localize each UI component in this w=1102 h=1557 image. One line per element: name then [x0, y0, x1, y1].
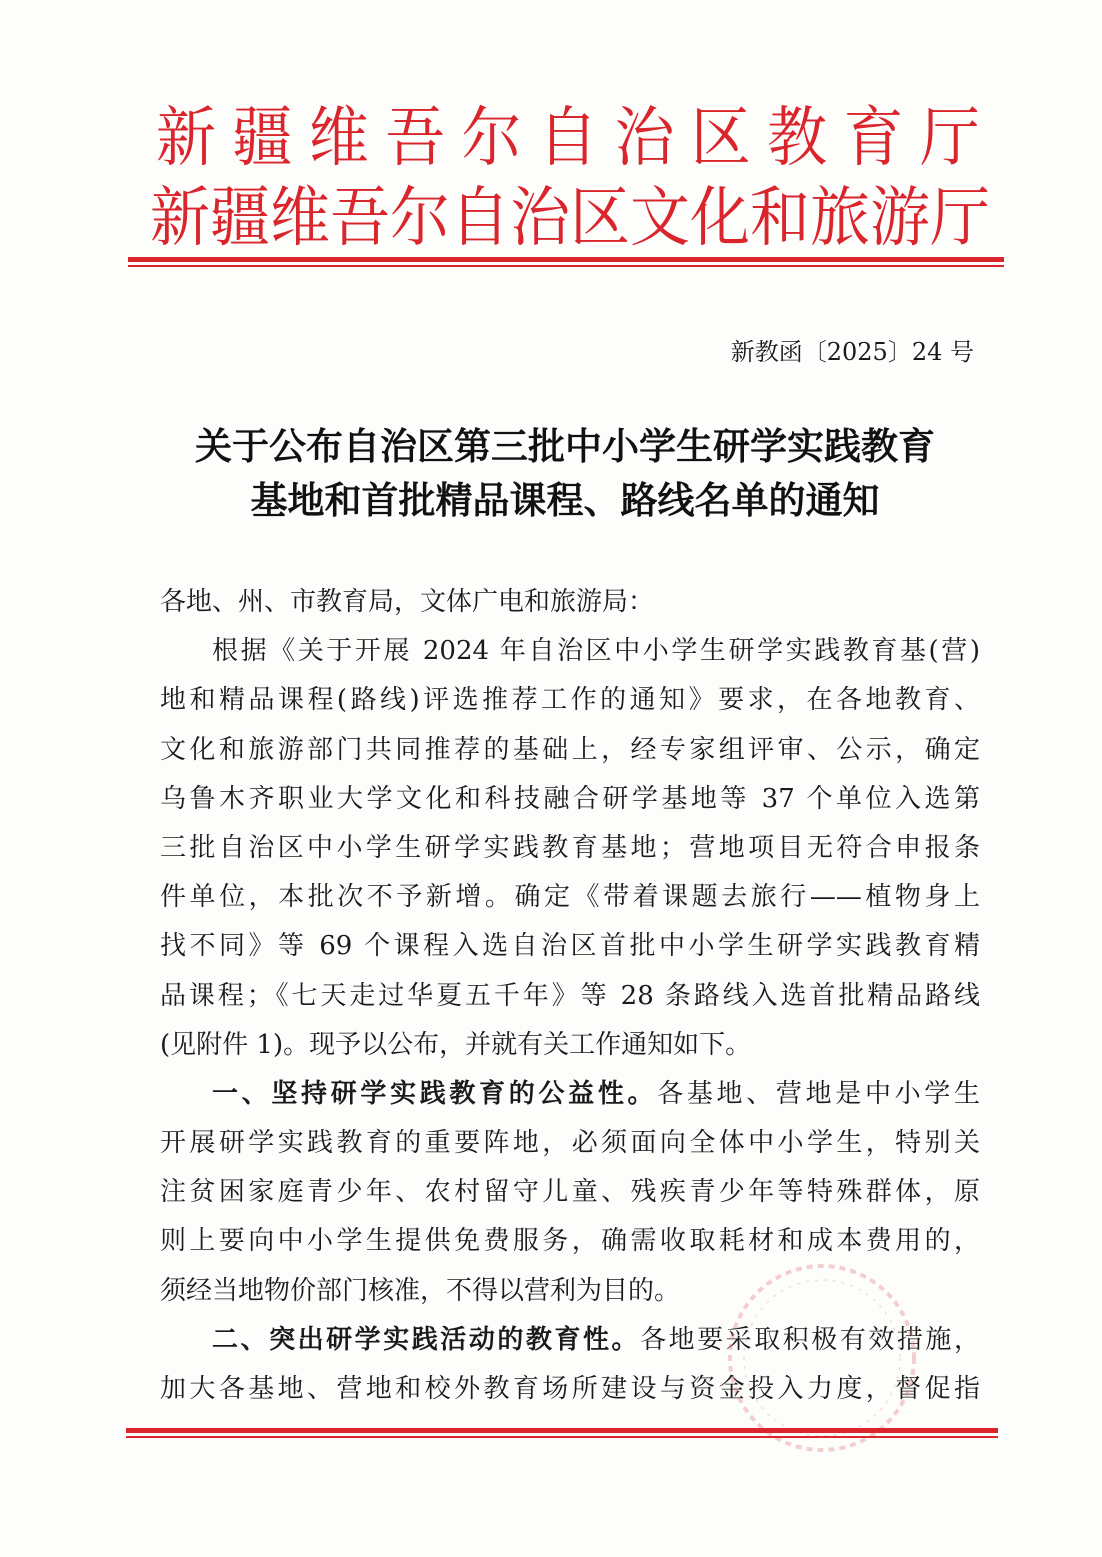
letterhead-char: 区: [690, 100, 751, 176]
divider-thick-line: [128, 257, 1004, 262]
section2-first-line-text: 各地要采取积极有效措施，: [640, 1324, 980, 1355]
document-title: [140, 420, 990, 528]
letterhead-char: 治: [510, 180, 570, 256]
letterhead-char: 疆: [210, 180, 270, 256]
document-body: [160, 578, 980, 1414]
section2-first-line: [160, 1316, 980, 1365]
paragraph1-line: 三批自治区中小学生研学实践教育基地；营地项目无符合申报条: [160, 832, 980, 863]
section2-line: 加大各基地、营地和校外教育场所建设与资金投入力度，督促指: [160, 1374, 980, 1404]
paragraph1-line: 件单位，本批次不予新增。确定《带着课题去旅行——植物身上: [160, 882, 980, 913]
divider-thin-line: [128, 265, 1004, 267]
letterhead-char: 吾: [330, 180, 390, 256]
letterhead-char: 尔: [461, 100, 522, 176]
letterhead-char: 尔: [390, 180, 450, 256]
letterhead-char: 旅: [810, 180, 870, 256]
letterhead: [150, 100, 990, 256]
letterhead-line-education-department: [150, 100, 990, 176]
letterhead-char: 新: [150, 180, 210, 256]
paragraph1-line: (见附件 1)。现予以公布，并就有关工作通知如下。: [160, 1029, 752, 1060]
letterhead-char: 育: [843, 100, 904, 176]
letterhead-char: 厅: [930, 180, 990, 256]
footer-divider: [126, 1428, 998, 1438]
section1-first-line-text: 各基地、营地是中小学生: [657, 1078, 980, 1109]
letterhead-char: 自: [450, 180, 510, 256]
section1-line: 则上要向中小学生提供免费服务，确需收取耗材和成本费用的，: [160, 1226, 980, 1257]
letterhead-char: 疆: [232, 100, 293, 176]
letterhead-char: 新: [156, 100, 216, 176]
letterhead-char: 自: [537, 100, 598, 176]
letterhead-char: 厅: [919, 100, 980, 176]
paragraph1-line: 找不同》等 69 个课程入选自治区首批中小学生研学实践教育精: [160, 931, 980, 962]
letterhead-char: 维: [308, 100, 369, 176]
letterhead-char: 游: [870, 180, 930, 256]
letterhead-char: 吾: [385, 100, 446, 176]
letterhead-line-culture-tourism-department: [150, 180, 990, 256]
letterhead-char: 治: [614, 100, 675, 176]
letterhead-divider: [128, 257, 1004, 267]
footer-thick-line: [126, 1428, 998, 1433]
letterhead-char: 区: [570, 180, 630, 256]
footer-thin-line: [126, 1436, 998, 1438]
letterhead-char: 教: [767, 100, 828, 176]
salutation: 各地、州、市教育局，文体广电和旅游局：: [160, 587, 655, 617]
document-number: 新教函〔2025〕24 号: [730, 338, 974, 366]
letterhead-char: 和: [750, 180, 810, 256]
title-line-1: 关于公布自治区第三批中小学生研学实践教育: [195, 425, 935, 468]
title-line-2: 基地和首批精品课程、路线名单的通知: [250, 479, 880, 522]
section1-line: 注贫困家庭青少年、农村留守儿童、残疾青少年等特殊群体，原: [160, 1177, 980, 1208]
section1-line: 须经当地物价部门核准，不得以营利为目的。: [160, 1275, 681, 1306]
letterhead-char: 维: [270, 180, 330, 256]
paragraph1-line: 地和精品课程(路线)评选推荐工作的通知》要求，在各地教育、: [160, 685, 980, 716]
paragraph1-line: 品课程；《七天走过华夏五千年》等 28 条路线入选首批精品路线: [160, 980, 980, 1011]
paragraph1-line: 文化和旅游部门共同推荐的基础上，经专家组评审、公示，确定: [160, 734, 980, 765]
section2-heading: 二、突出研学实践活动的教育性。: [212, 1324, 641, 1355]
section1-first-line: [160, 1070, 980, 1119]
section1-line: 开展研学实践教育的重要阵地，必须面向全体中小学生，特别关: [160, 1128, 980, 1159]
letterhead-char: 化: [690, 180, 750, 256]
section1-heading: 一、坚持研学实践教育的公益性。: [212, 1078, 658, 1109]
letterhead-char: 文: [630, 180, 690, 256]
paragraph1-line: 根据《关于开展 2024 年自治区中小学生研学实践教育基(营): [212, 636, 980, 667]
paragraph1-line: 乌鲁木齐职业大学文化和科技融合研学基地等 37 个单位入选第: [160, 783, 980, 814]
